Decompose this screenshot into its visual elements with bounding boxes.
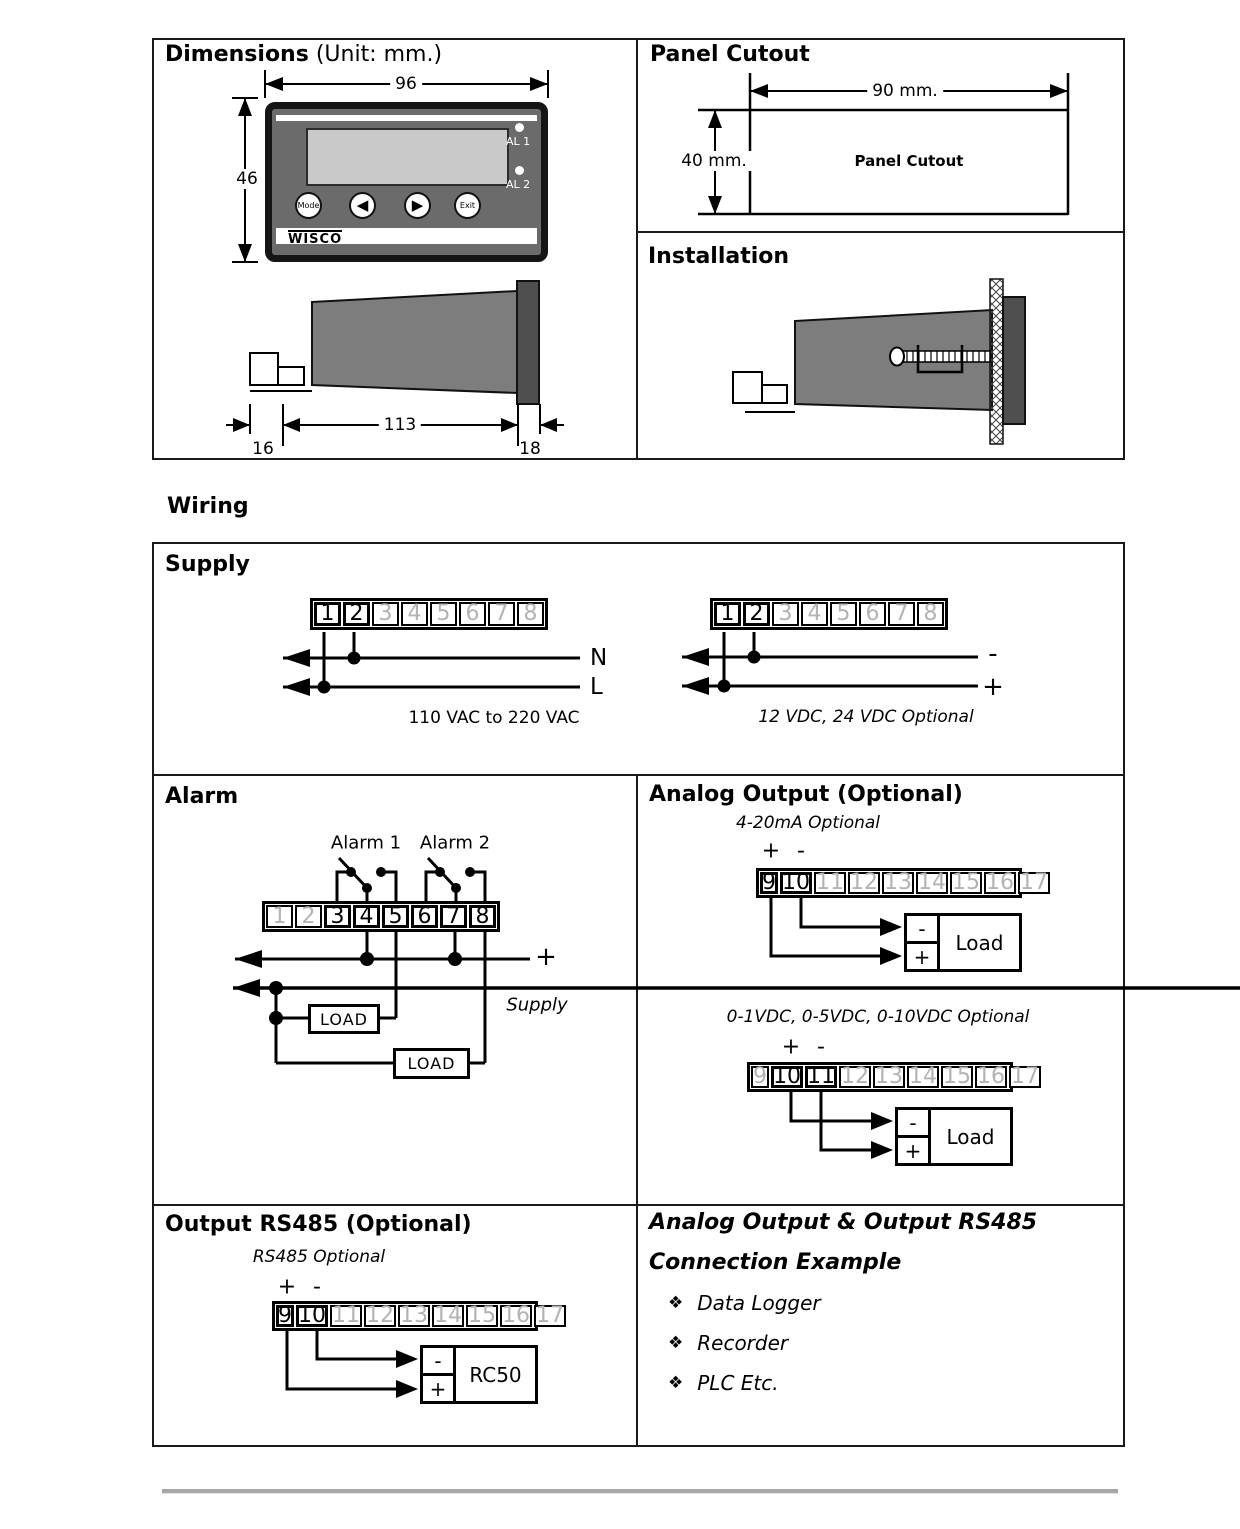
bullet-icon: ❖	[668, 1373, 684, 1393]
terminal-cell: 8	[469, 905, 496, 928]
terminal-cell: 13	[400, 1303, 428, 1328]
terminal-cell: 4	[353, 905, 380, 928]
analog-current-plus: +	[761, 838, 781, 864]
terminal-cell: 17	[1011, 1064, 1039, 1089]
terminal-cell: 11	[807, 1064, 835, 1089]
alarm1-label: Alarm 1	[330, 832, 402, 854]
load-plus-terminal: +	[913, 944, 931, 969]
terminal-cell: 12	[366, 1303, 394, 1328]
supply-ac-neutral-label: N	[590, 645, 608, 671]
rs485-plus: +	[277, 1274, 297, 1300]
terminal-cell: 2	[295, 905, 322, 928]
device-lcd-display	[306, 128, 509, 186]
terminal-cell: 2	[343, 602, 370, 626]
terminal-cell: 10	[782, 870, 810, 895]
bottom-row-divider	[152, 1204, 1125, 1206]
list-item	[668, 1283, 821, 1323]
load-minus-terminal: -	[907, 916, 937, 944]
alarm-title: Alarm	[165, 784, 239, 809]
terminal-cell: 8	[917, 602, 944, 626]
analog-output-title: Analog Output (Optional)	[649, 782, 963, 807]
alarm-load2-box: LOAD	[393, 1048, 470, 1079]
terminal-cell: 7	[440, 905, 467, 928]
installation-title: Installation	[648, 244, 790, 269]
terminal-block-supply-dc	[710, 598, 948, 630]
terminal-cell: 3	[772, 602, 799, 626]
alarm-plus-label: +	[535, 942, 557, 972]
terminal-cell: 6	[459, 602, 486, 626]
device-front-view	[265, 102, 548, 262]
list-item-label: Data Logger	[697, 1291, 821, 1315]
terminal-block-analog-current	[756, 868, 1048, 898]
bullet-icon: ❖	[668, 1293, 684, 1313]
load-terminals	[898, 1110, 931, 1163]
analog-current-caption: 4-20mA Optional	[735, 813, 881, 833]
terminal-cell: 8	[517, 602, 544, 626]
cutout-height-dim: 40 mm.	[676, 151, 752, 171]
terminal-cell: 2	[743, 602, 770, 626]
terminal-cell: 14	[918, 870, 946, 895]
terminal-cell: 16	[986, 870, 1014, 895]
terminal-cell: 5	[430, 602, 457, 626]
alarm2-label: Alarm 2	[419, 832, 491, 854]
rs485-device-box	[420, 1345, 538, 1404]
terminal-cell: 11	[816, 870, 844, 895]
load-label: Load	[955, 930, 1004, 955]
analog-voltage-load-box	[895, 1107, 1013, 1166]
terminal-cell: 7	[488, 602, 515, 626]
terminal-cell: 5	[382, 905, 409, 928]
device-minus-terminal: -	[423, 1348, 453, 1376]
load-plus-terminal: +	[904, 1138, 922, 1163]
top-panel-vertical-divider	[636, 38, 638, 460]
analog-voltage-plus: +	[781, 1034, 801, 1060]
list-item-label: Recorder	[697, 1331, 789, 1355]
device-terminals	[423, 1348, 456, 1401]
terminal-cell: 17	[536, 1303, 564, 1328]
device-plus-terminal: +	[429, 1376, 447, 1401]
rs485-caption: RS485 Optional	[252, 1247, 386, 1267]
side-bezel-dim: 18	[519, 439, 541, 459]
terminal-cell: 6	[859, 602, 886, 626]
terminal-cell: 1	[314, 602, 341, 626]
terminal-cell: 15	[952, 870, 980, 895]
connection-example-list	[668, 1283, 821, 1403]
list-item-label: PLC Etc.	[697, 1371, 779, 1395]
dimensions-title-unit: (Unit: mm.)	[308, 42, 443, 67]
right-arrow-button[interactable]: ▶	[404, 192, 431, 219]
terminal-cell: 14	[909, 1064, 937, 1089]
terminal-cell: 6	[411, 905, 438, 928]
terminal-cell: 1	[714, 602, 741, 626]
analog-voltage-caption: 0-1VDC, 0-5VDC, 0-10VDC Optional	[726, 1007, 1030, 1027]
load-label: Load	[946, 1124, 995, 1149]
bullet-icon: ❖	[668, 1333, 684, 1353]
alarm-load1-box: LOAD	[308, 1004, 380, 1034]
rs485-minus: -	[313, 1274, 321, 1300]
list-item	[668, 1363, 821, 1403]
terminal-cell: 13	[884, 870, 912, 895]
terminal-cell: 12	[841, 1064, 869, 1089]
device-top-stripe	[276, 115, 537, 121]
terminal-block-supply-ac	[310, 598, 548, 630]
cutout-area-label: Panel Cutout	[854, 152, 964, 170]
terminal-cell: 12	[850, 870, 878, 895]
analog-current-load-box	[904, 913, 1022, 972]
load-terminals	[907, 916, 940, 969]
supply-ac-caption: 110 VAC to 220 VAC	[408, 708, 580, 728]
connection-example-title-2: Connection Example	[649, 1250, 902, 1275]
side-depth-dim: 113	[379, 415, 421, 435]
device-label: RC50	[469, 1362, 522, 1387]
terminal-cell: 10	[773, 1064, 801, 1089]
front-height-dim: 46	[231, 169, 263, 189]
terminal-cell: 15	[943, 1064, 971, 1089]
terminal-cell: 14	[434, 1303, 462, 1328]
dimensions-title	[165, 42, 442, 67]
brand-logo: WISCO	[288, 232, 343, 247]
analog-current-minus: -	[797, 838, 805, 864]
terminal-block-analog-voltage	[747, 1062, 1039, 1092]
rs485-title: Output RS485 (Optional)	[165, 1212, 472, 1237]
wiring-vertical-divider	[636, 774, 638, 1447]
mode-button[interactable]: Mode	[295, 192, 322, 219]
terminal-cell: 16	[977, 1064, 1005, 1089]
terminal-cell: 3	[324, 905, 351, 928]
supply-title: Supply	[165, 552, 250, 577]
terminal-cell: 7	[888, 602, 915, 626]
cutout-width-dim: 90 mm.	[867, 81, 943, 101]
terminal-cell: 1	[266, 905, 293, 928]
panel-cutout-title: Panel Cutout	[650, 42, 810, 67]
terminal-cell: 4	[401, 602, 428, 626]
supply-ac-line-label: L	[590, 674, 603, 700]
terminal-cell: 5	[830, 602, 857, 626]
supply-dc-negative-label: -	[988, 639, 998, 669]
side-front-dim: 16	[252, 439, 274, 459]
terminal-cell: 4	[801, 602, 828, 626]
exit-button[interactable]: Exit	[454, 192, 481, 219]
terminal-cell: 10	[298, 1303, 326, 1328]
alarm-supply-label: Supply	[506, 994, 568, 1016]
alarm1-led	[515, 123, 524, 132]
load-minus-terminal: -	[898, 1110, 928, 1138]
terminal-cell: 11	[332, 1303, 360, 1328]
supply-dc-caption: 12 VDC, 24 VDC Optional	[758, 707, 974, 727]
terminal-cell: 17	[1020, 870, 1048, 895]
front-width-dim: 96	[390, 74, 422, 94]
supply-divider	[152, 774, 1125, 776]
dimensions-title-bold: Dimensions	[165, 42, 309, 67]
terminal-cell: 3	[372, 602, 399, 626]
terminal-cell: 9	[753, 1064, 767, 1089]
left-arrow-button[interactable]: ◀	[349, 192, 376, 219]
terminal-cell: 9	[762, 870, 776, 895]
top-panel-horizontal-divider	[637, 231, 1125, 233]
terminal-block-rs485	[272, 1301, 564, 1331]
alarm1-led-label: AL 1	[506, 135, 531, 148]
supply-dc-positive-label: +	[982, 672, 1004, 702]
terminal-cell: 9	[278, 1303, 292, 1328]
terminal-cell: 13	[875, 1064, 903, 1089]
connection-example-title-1: Analog Output & Output RS485	[649, 1210, 1038, 1235]
list-item	[668, 1323, 821, 1363]
alarm2-led-label: AL 2	[506, 178, 531, 191]
terminal-cell: 15	[468, 1303, 496, 1328]
terminal-block-alarm	[262, 901, 500, 932]
analog-voltage-minus: -	[817, 1034, 825, 1060]
wiring-title: Wiring	[167, 494, 249, 519]
alarm2-led	[515, 166, 524, 175]
terminal-cell: 16	[502, 1303, 530, 1328]
page-footer-rule	[162, 1489, 1118, 1494]
